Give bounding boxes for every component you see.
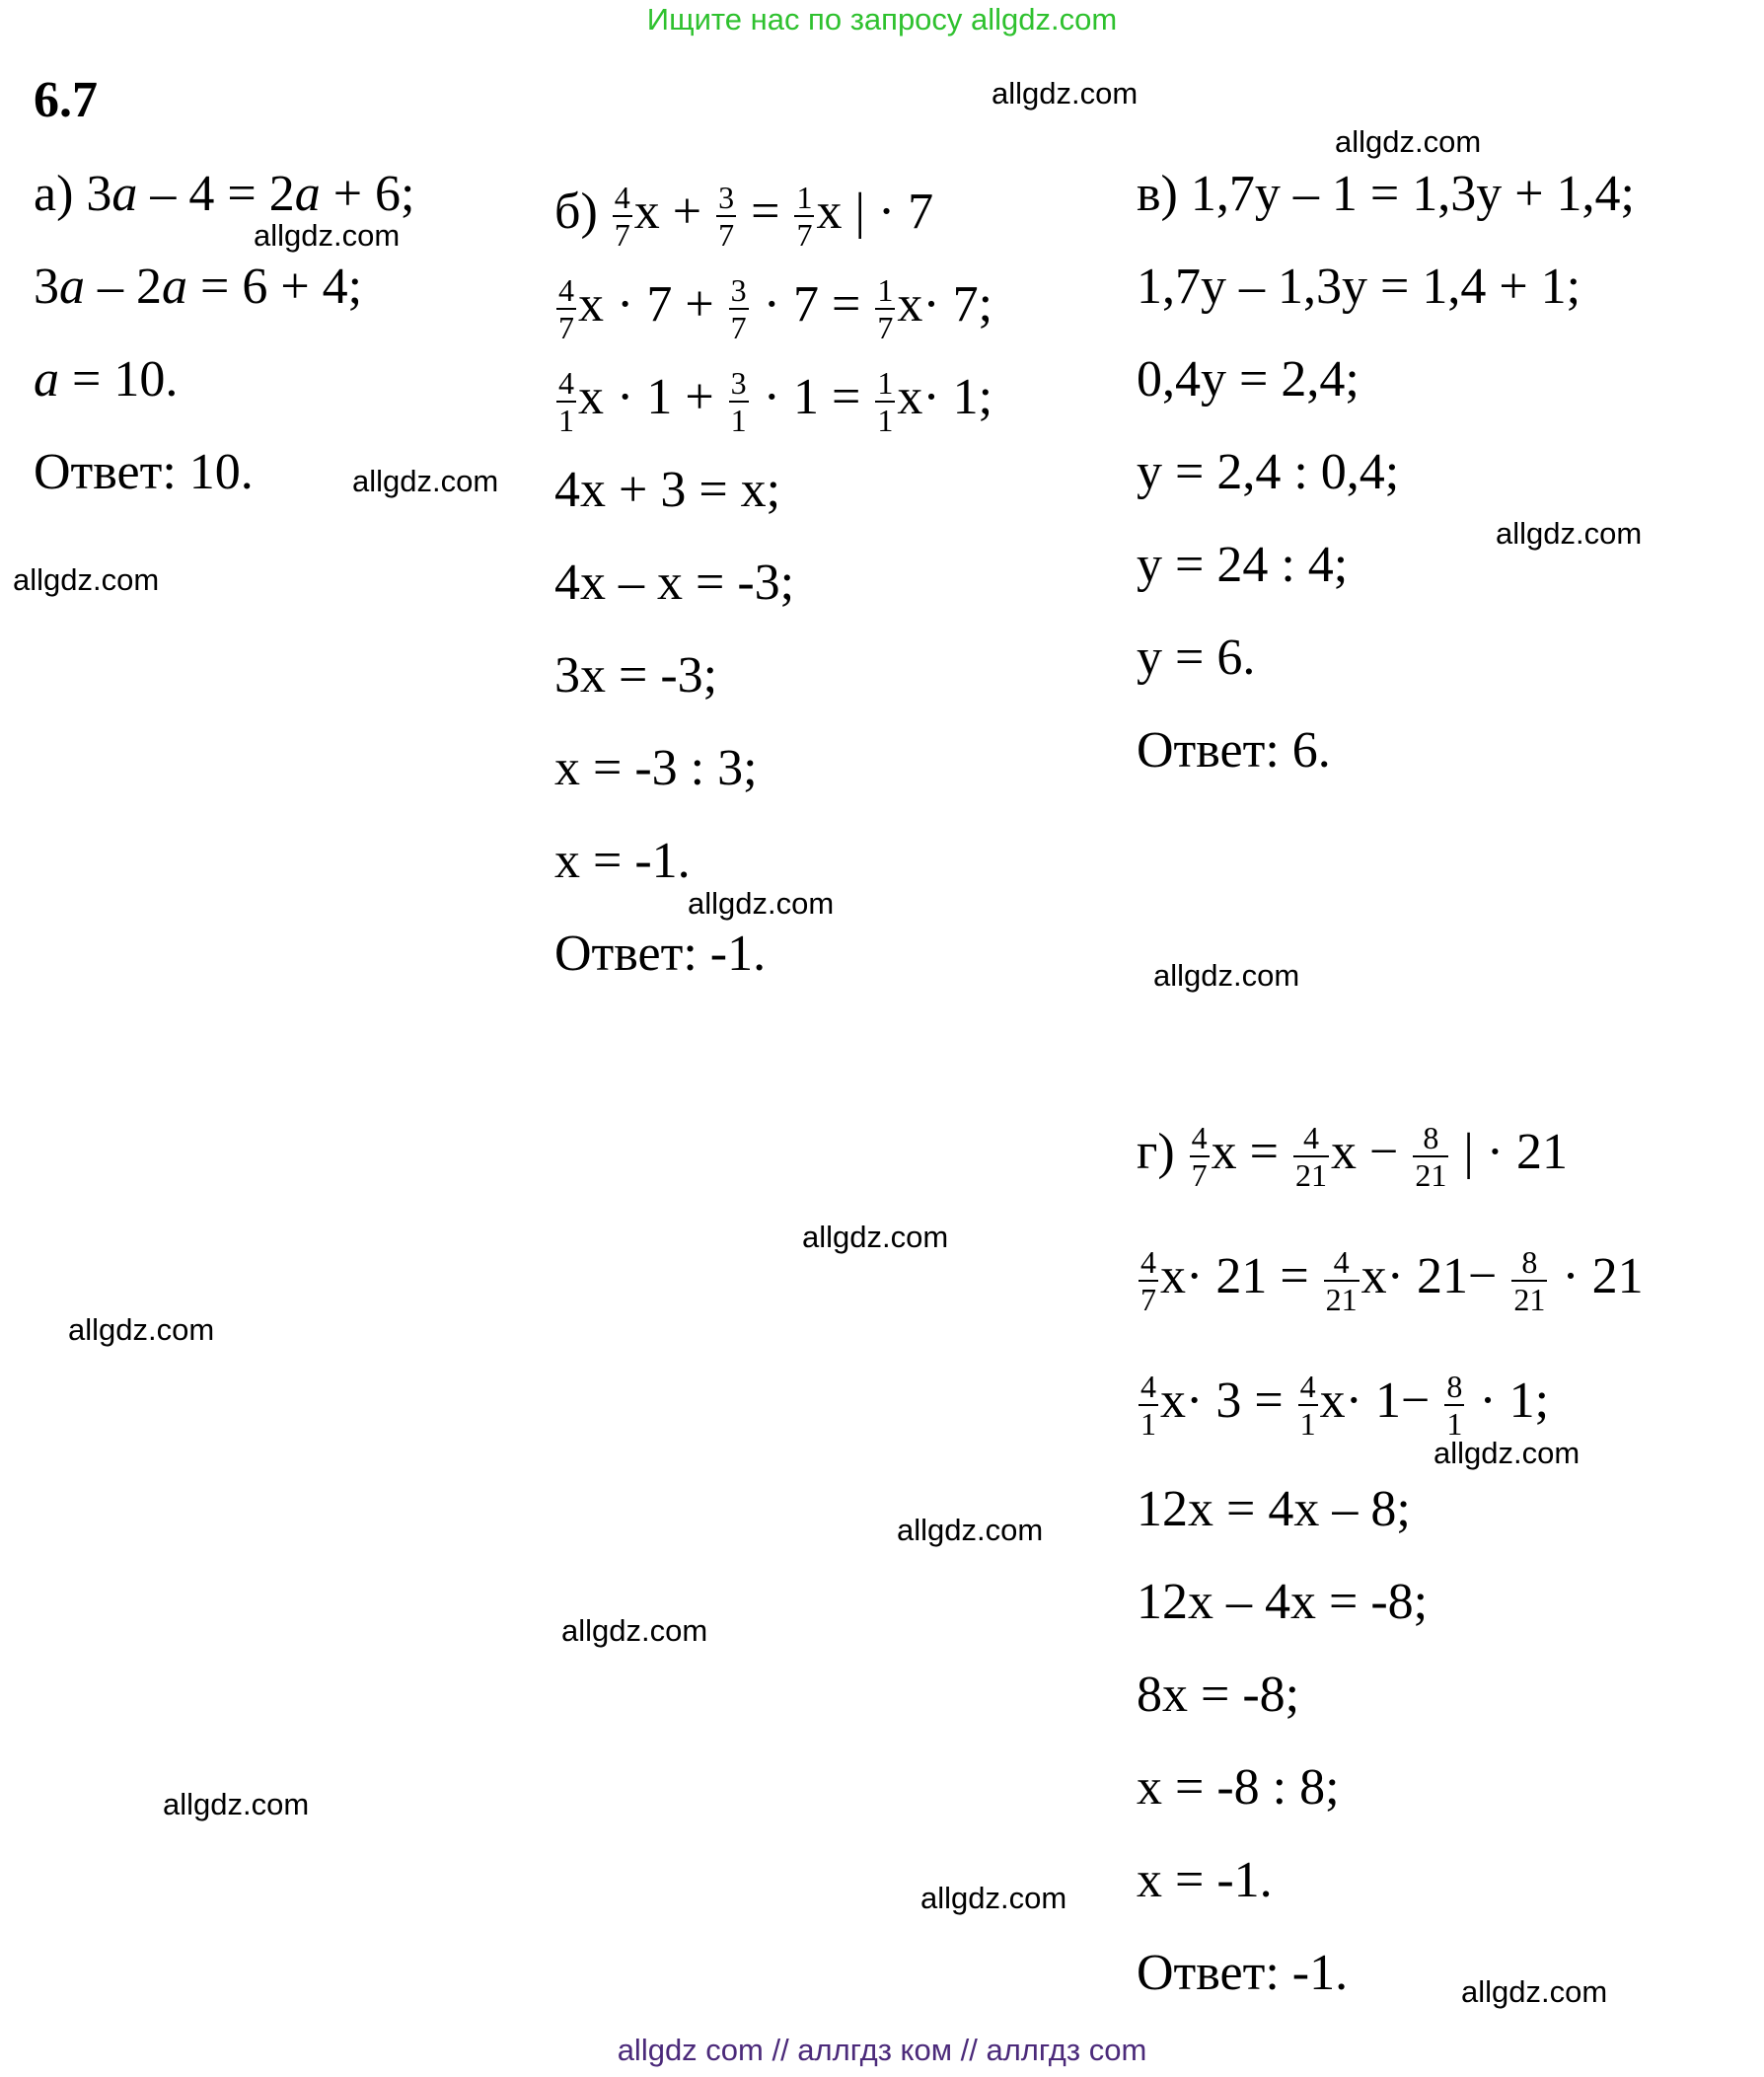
part-b-step: x = -1. bbox=[554, 833, 691, 889]
fraction: $\frac{8}{21}$ bbox=[1513, 1244, 1546, 1318]
part-v-step: y = 2,4 : 0,4; bbox=[1137, 444, 1400, 500]
top-banner: Ищите нас по запросу allgdz.com bbox=[646, 2, 1118, 37]
fraction: $\frac{4}{21}$ bbox=[1325, 1244, 1358, 1318]
part-a-line-2: 3a – 2a = 6 + 4; bbox=[34, 259, 363, 315]
part-g bbox=[1137, 1090, 1644, 2020]
part-g-step: x = -8 : 8; bbox=[1137, 1759, 1340, 1816]
part-v-step: 1,7y – 1,3y = 1,4 + 1; bbox=[1137, 259, 1581, 315]
part-v-answer: Ответ: 6. bbox=[1137, 722, 1331, 779]
watermark: allgdz.com bbox=[13, 562, 160, 597]
part-g-answer: Ответ: -1. bbox=[1137, 1945, 1349, 2001]
part-b-line-1: б) $\frac{4}{7}$ x + $\frac{3}{7}$ = $\frac{1}{7}$ x | · 7 bbox=[554, 180, 934, 254]
watermark: allgdz.com bbox=[1433, 1436, 1580, 1470]
fraction: $\frac{3}{7}$ bbox=[730, 272, 747, 346]
watermark: allgdz.com bbox=[1335, 124, 1482, 159]
part-b-step: 4x – x = -3; bbox=[554, 555, 795, 611]
part-g-step: 12x = 4x – 8; bbox=[1137, 1481, 1411, 1537]
part-g-step: 8x = -8; bbox=[1137, 1667, 1300, 1723]
part-v-step: y = 24 : 4; bbox=[1137, 537, 1349, 593]
part-b-step: x = -3 : 3; bbox=[554, 740, 758, 796]
part-b bbox=[554, 166, 992, 1001]
part-a-answer: Ответ: 10. bbox=[34, 444, 254, 500]
part-g-line-3: $\frac{4}{1}$ x· 3 = $\frac{4}{1}$ x· 1− $\frac{8}{1}$ · 1; bbox=[1140, 1369, 1550, 1443]
part-b-answer: Ответ: -1. bbox=[554, 926, 767, 982]
part-a-line-3: a = 10. bbox=[34, 351, 179, 408]
watermark: allgdz.com bbox=[1496, 516, 1643, 551]
fraction: $\frac{4}{7}$ bbox=[1140, 1244, 1156, 1318]
fraction: $\frac{1}{1}$ bbox=[877, 365, 894, 439]
watermark: allgdz.com bbox=[254, 218, 401, 253]
part-b-step: 4x + 3 = x; bbox=[554, 462, 781, 518]
part-g-line-2: $\frac{4}{7}$ x· 21 = $\frac{4}{21}$ x· 21− $\frac{8}{21}$ · 21 bbox=[1140, 1244, 1644, 1318]
bottom-links[interactable]: allgdz com // аллгдз ком // аллгдз com bbox=[617, 2033, 1147, 2067]
watermark: allgdz.com bbox=[163, 1787, 310, 1821]
part-v-step: 0,4y = 2,4; bbox=[1137, 351, 1360, 408]
watermark: allgdz.com bbox=[561, 1613, 708, 1648]
fraction: $\frac{1}{7}$ bbox=[796, 180, 813, 254]
part-b-line-2: $\frac{4}{7}$ x · 7 + $\frac{3}{7}$ · 7 = $\frac{1}{7}$ x· 7; bbox=[558, 272, 993, 346]
fraction: $\frac{4}{1}$ bbox=[1299, 1369, 1316, 1443]
fraction: $\frac{4}{7}$ bbox=[1191, 1120, 1208, 1194]
fraction: $\frac{8}{1}$ bbox=[1446, 1369, 1463, 1443]
fraction: $\frac{4}{1}$ bbox=[1140, 1369, 1156, 1443]
part-v bbox=[1137, 148, 1635, 797]
watermark: allgdz.com bbox=[992, 76, 1139, 111]
watermark: allgdz.com bbox=[920, 1881, 1067, 1915]
watermark: allgdz.com bbox=[688, 886, 835, 921]
part-b-step: 3x = -3; bbox=[554, 647, 718, 704]
part-g-step: 12x – 4x = -8; bbox=[1137, 1574, 1429, 1630]
part-g-line-1: г) $\frac{4}{7}$ x = $\frac{4}{21}$ x − $\frac{8}{21}$ | · 21 bbox=[1137, 1120, 1569, 1194]
fraction: $\frac{8}{21}$ bbox=[1415, 1120, 1447, 1194]
watermark: allgdz.com bbox=[68, 1312, 215, 1347]
watermark: allgdz.com bbox=[1461, 1974, 1608, 2009]
part-b-line-3: $\frac{4}{1}$ x · 1 + $\frac{3}{1}$ · 1 = $\frac{1}{1}$ x· 1; bbox=[558, 365, 993, 439]
fraction: $\frac{4}{7}$ bbox=[558, 272, 574, 346]
watermark: allgdz.com bbox=[897, 1513, 1044, 1547]
part-v-step: y = 6. bbox=[1137, 630, 1256, 686]
fraction: $\frac{3}{7}$ bbox=[718, 180, 735, 254]
fraction: $\frac{3}{1}$ bbox=[730, 365, 747, 439]
part-a-line-1: а) 3a – 4 = 2a + 6; bbox=[34, 166, 415, 222]
part-v-step: в) 1,7y – 1 = 1,3y + 1,4; bbox=[1137, 166, 1635, 222]
fraction: $\frac{1}{7}$ bbox=[877, 272, 894, 346]
fraction: $\frac{4}{1}$ bbox=[558, 365, 574, 439]
fraction: $\frac{4}{21}$ bbox=[1294, 1120, 1327, 1194]
part-g-step: x = -1. bbox=[1137, 1852, 1273, 1908]
watermark: allgdz.com bbox=[352, 464, 499, 498]
problem-number: 6.7 bbox=[34, 72, 98, 128]
fraction: $\frac{4}{7}$ bbox=[614, 180, 630, 254]
watermark: allgdz.com bbox=[1153, 958, 1300, 993]
watermark: allgdz.com bbox=[802, 1220, 949, 1254]
